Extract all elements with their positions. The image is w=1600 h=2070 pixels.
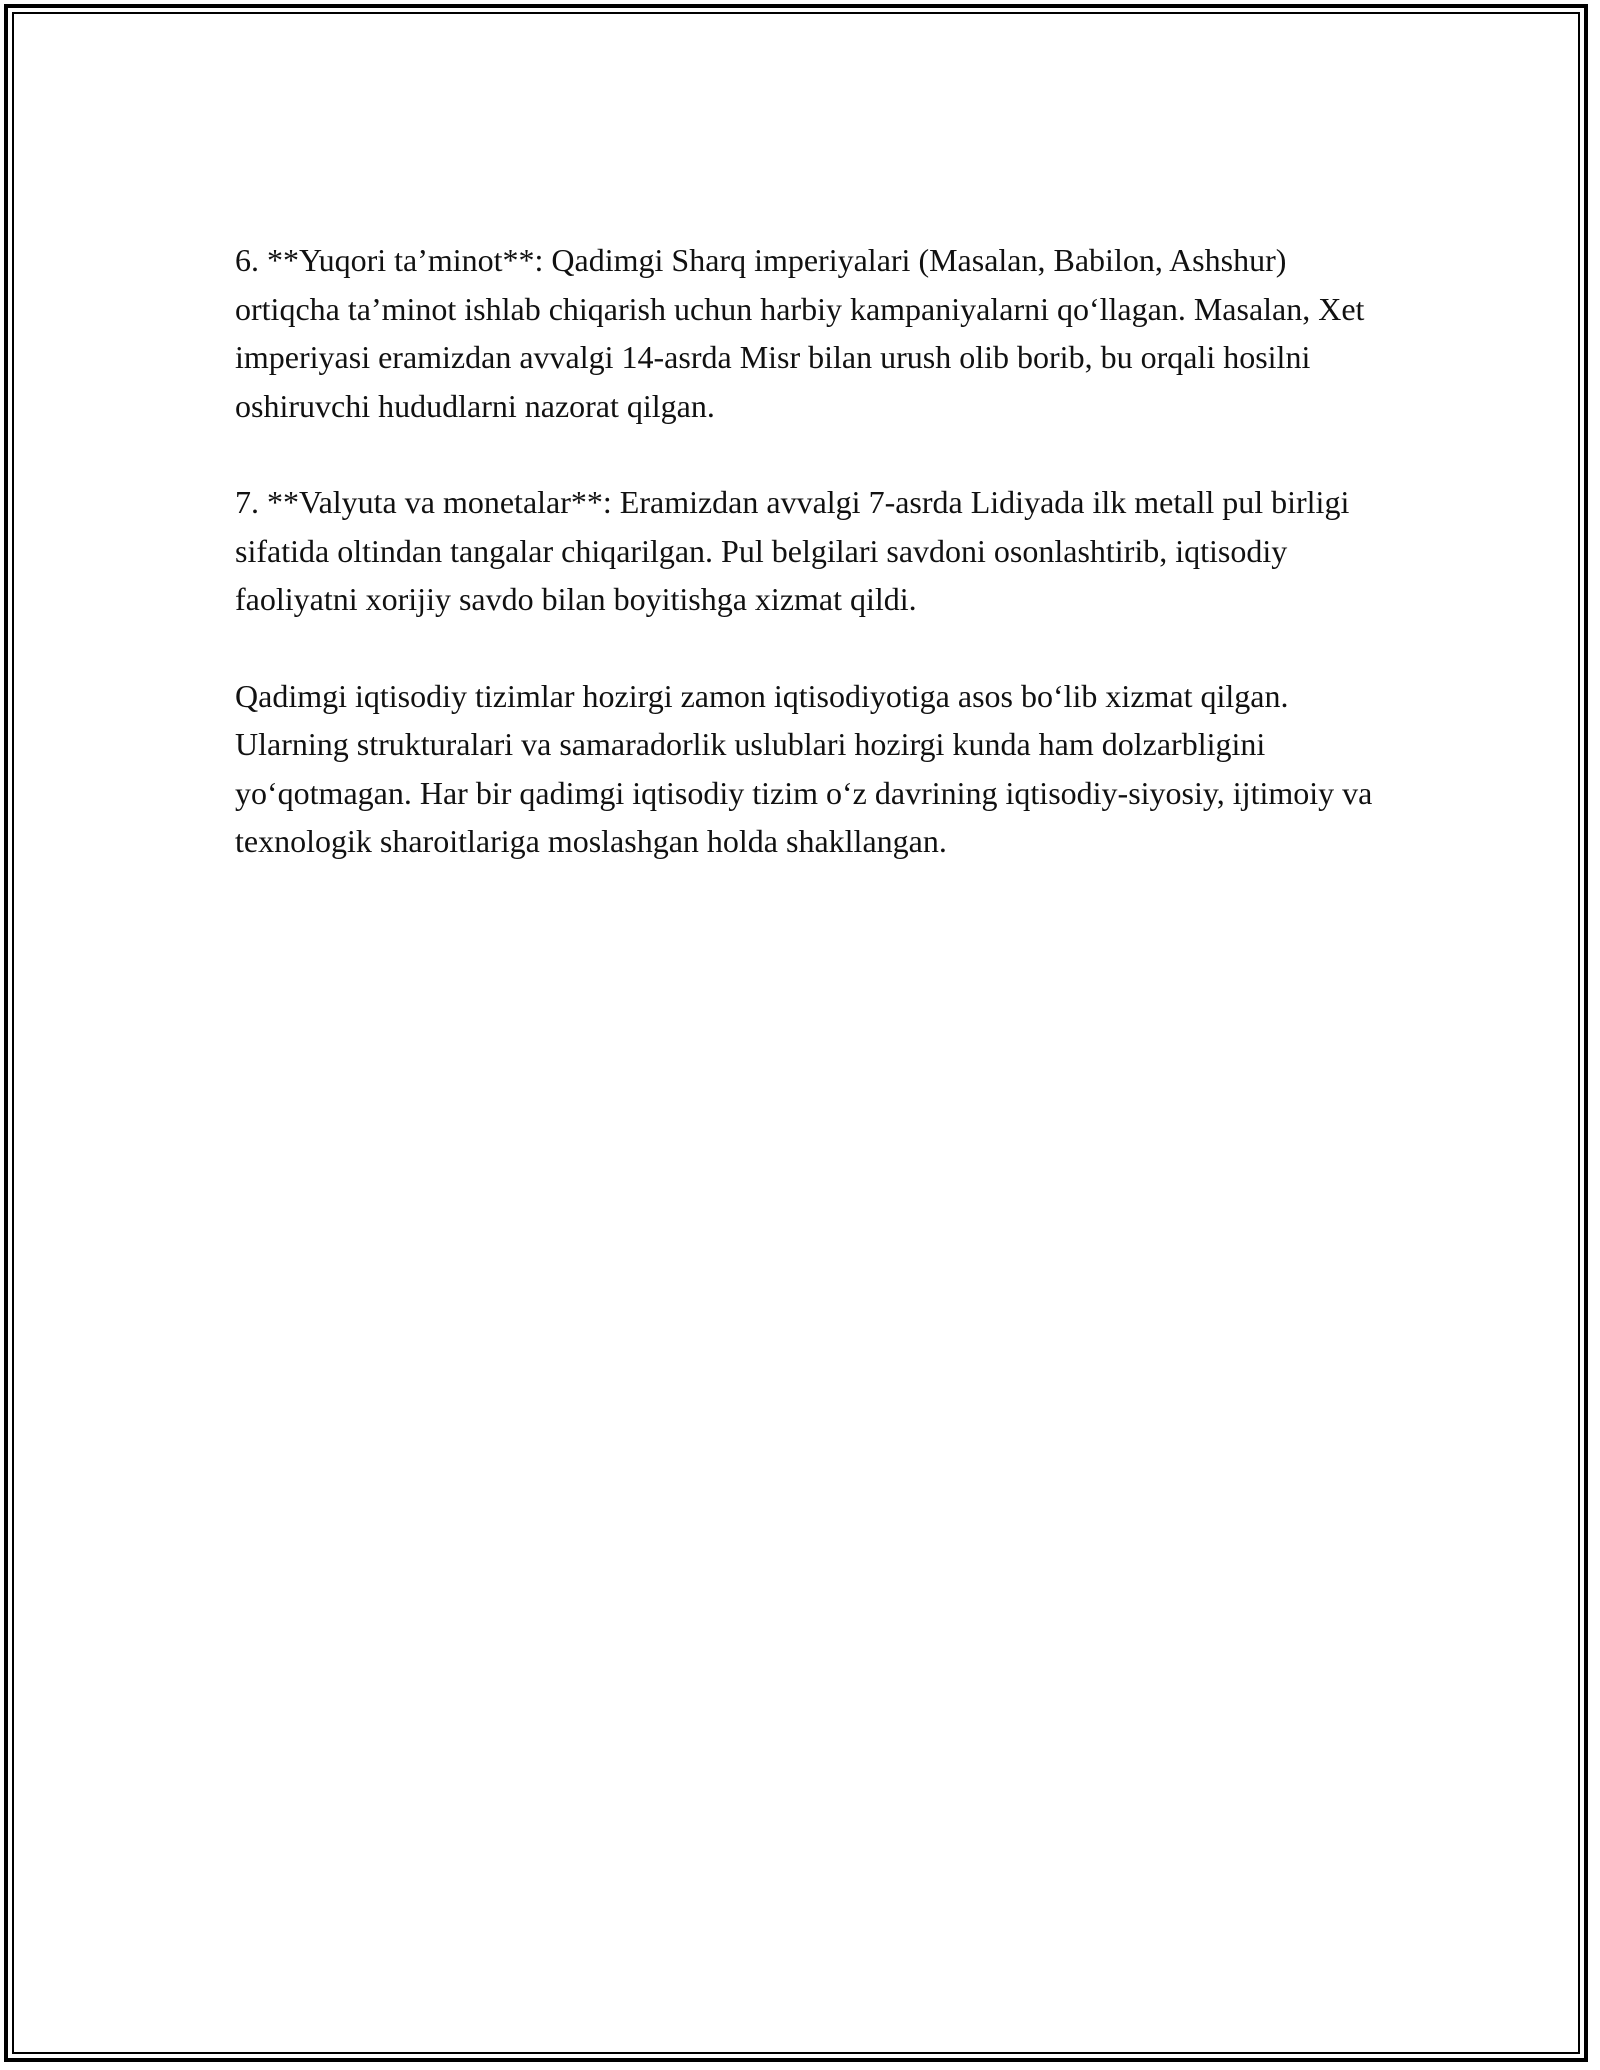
document-body <box>235 236 1375 914</box>
paragraph-conclusion: Qadimgi iqtisodiy tizimlar hozirgi zamon iqtisodiyotiga asos bo‘lib xizmat qilgan. Ularning strukturalari va samaradorlik uslublari hozirgi kunda ham dolzarbligini yo‘qotmagan. Har bir qadimgi iqtisodiy tizim o‘z davrining iqtisodiy-siyosiy, ijtimoiy va texnologik sharoitlariga moslashgan holda shakllangan. <box>235 677 1373 859</box>
paragraph-valyuta-va-monetalar: 7. **Valyuta va monetalar**: Eramizdan avvalgi 7-asrda Lidiyada ilk metall pul birligi sifatida oltindan tangalar chiqarilgan. Pul belgilari savdoni osonlashtirib, iqtisodiy faoliyatni xorijiy savdo bilan boyitishga xizmat qildi. <box>235 484 1350 617</box>
paragraph-yuqori-taminot: 6. **Yuqori ta’minot**: Qadimgi Sharq imperiyalari (Masalan, Babilon, Ashshur) ortiqcha ta’minot ishlab chiqarish uchun harbiy kampaniyalarni qo‘llagan. Masalan, Xet imperiyasi eramizdan avvalgi 14-asrda Misr bilan urush olib borib, bu orqali hosilni oshiruvchi hududlarni nazorat qilgan. <box>235 242 1365 424</box>
